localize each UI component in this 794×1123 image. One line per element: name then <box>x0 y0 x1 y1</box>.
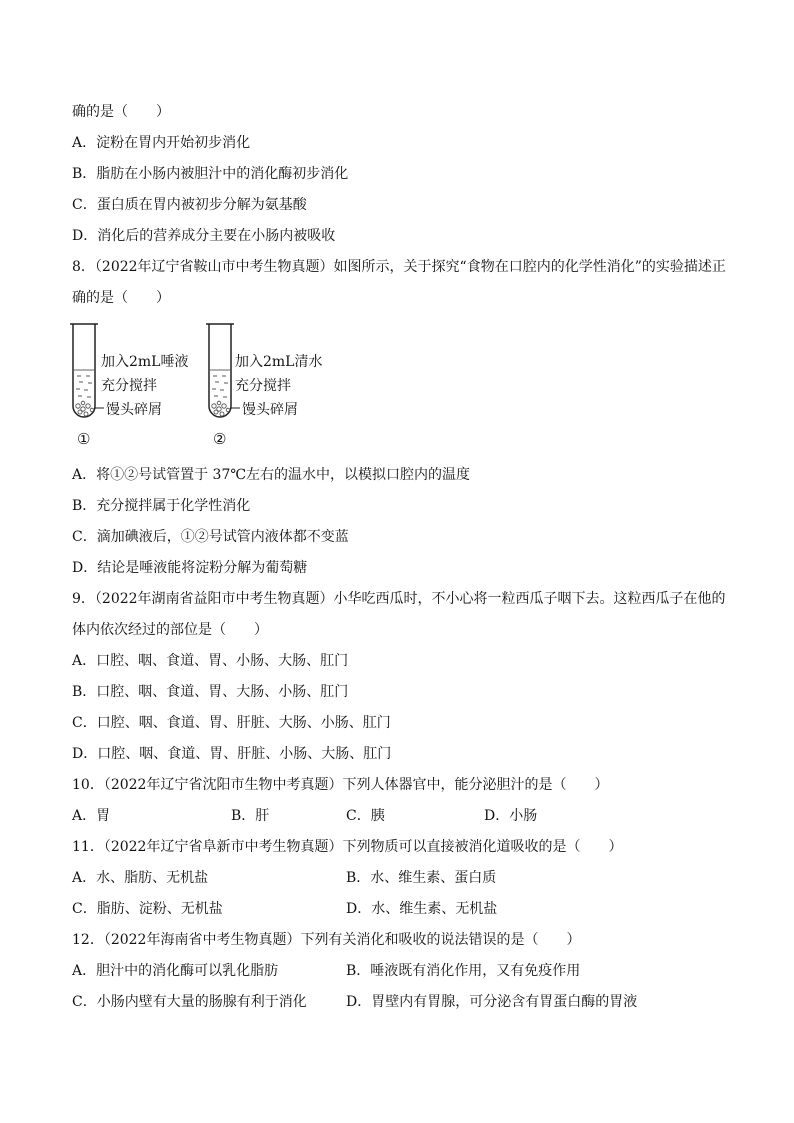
q8-option-c: C．滴加碘液后，①②号试管内液体都不变蓝 <box>72 529 349 545</box>
q9-option-d: D．口腔、咽、食道、胃、肝脏、小肠、大肠、肛门 <box>72 746 392 762</box>
q8-option-b: B．充分搅拌属于化学性消化 <box>72 498 251 514</box>
q12-option-d: D．胃壁内有胃腺，可分泌含有胃蛋白酶的胃液 <box>346 994 638 1010</box>
tube2-stir-label: 充分搅拌 <box>235 378 291 394</box>
q11-option-b: B．水、维生素、蛋白质 <box>346 870 497 886</box>
q10-stem: 10．（2022年辽宁省沈阳市生物中考真题）下列人体器官中，能分泌胆汁的是（ ） <box>72 777 609 793</box>
q11-options-row1 <box>72 869 732 887</box>
tube2-add-label: 加入2mL清水 <box>235 354 323 370</box>
q10-option-b: B．肝 <box>231 808 270 824</box>
q12-stem: 12．（2022年海南省中考生物真题）下列有关消化和吸收的说法错误的是（ ） <box>72 932 581 948</box>
q10-option-a: A．胃 <box>72 808 111 824</box>
q12-option-c: C．小肠内壁有大量的肠腺有利于消化 <box>72 994 307 1010</box>
q10-option-c: C．胰 <box>346 808 385 824</box>
tube1-add-label: 加入2mL唾液 <box>101 354 189 370</box>
q8-stem-line2: 确的是（ ） <box>72 290 170 306</box>
q7-option-b: B．脂肪在小肠内被胆汁中的消化酶初步消化 <box>72 166 349 182</box>
q11-option-d: D．水、维生素、无机盐 <box>346 901 498 917</box>
q8-option-d: D．结论是唾液能将淀粉分解为葡萄糖 <box>72 560 308 576</box>
q8-option-a: A．将①②号试管置于 37℃左右的温水中，以模拟口腔内的温度 <box>72 467 471 483</box>
q10-option-d: D．小肠 <box>484 808 538 824</box>
q7-option-c: C．蛋白质在胃内被初步分解为氨基酸 <box>72 197 307 213</box>
q9-option-a: A．口腔、咽、食道、胃、小肠、大肠、肛门 <box>72 653 349 669</box>
q12-option-b: B．唾液既有消化作用，又有免疫作用 <box>346 963 581 979</box>
q12-option-a: A．胆汁中的消化酶可以乳化脂肪 <box>72 963 279 979</box>
q7-option-d: D．消化后的营养成分主要在小肠内被吸收 <box>72 228 336 244</box>
test-tube-1 <box>70 324 104 417</box>
q7-stem-end: 确的是（ ） <box>72 104 170 120</box>
q12-options-row2 <box>72 993 732 1011</box>
tube1-bread-label: 馒头碎屑 <box>106 402 162 418</box>
q9-option-c: C．口腔、咽、食道、胃、肝脏、大肠、小肠、肛门 <box>72 715 391 731</box>
tube2-number: ② <box>213 430 227 448</box>
test-tube-figure <box>64 320 364 452</box>
tube2-bread-label: 馒头碎屑 <box>242 402 298 418</box>
q11-stem: 11．（2022年辽宁省阜新市中考生物真题）下列物质可以直接被消化道吸收的是（ ） <box>72 839 623 855</box>
q11-option-a: A．水、脂肪、无机盐 <box>72 870 209 886</box>
tube1-number: ① <box>77 430 91 448</box>
q8-stem-line1: 8．（2022年辽宁省鞍山市中考生物真题）如图所示，关于探究“食物在口腔内的化学性消化”的实验描述正 <box>72 259 726 275</box>
q7-option-a: A．淀粉在胃内开始初步消化 <box>72 135 251 151</box>
q9-option-b: B．口腔、咽、食道、胃、大肠、小肠、肛门 <box>72 684 349 700</box>
tube1-stir-label: 充分搅拌 <box>101 378 157 394</box>
q12-options-row1 <box>72 962 732 980</box>
q9-stem-line1: 9．（2022年湖南省益阳市中考生物真题）小华吃西瓜时，不小心将一粒西瓜子咽下去。这粒西瓜子在他的 <box>72 591 726 607</box>
q11-options-row2 <box>72 900 732 918</box>
q10-options-row <box>72 807 732 825</box>
q11-option-c: C．脂肪、淀粉、无机盐 <box>72 901 223 917</box>
q9-stem-line2: 体内依次经过的部位是（ ） <box>72 622 268 638</box>
